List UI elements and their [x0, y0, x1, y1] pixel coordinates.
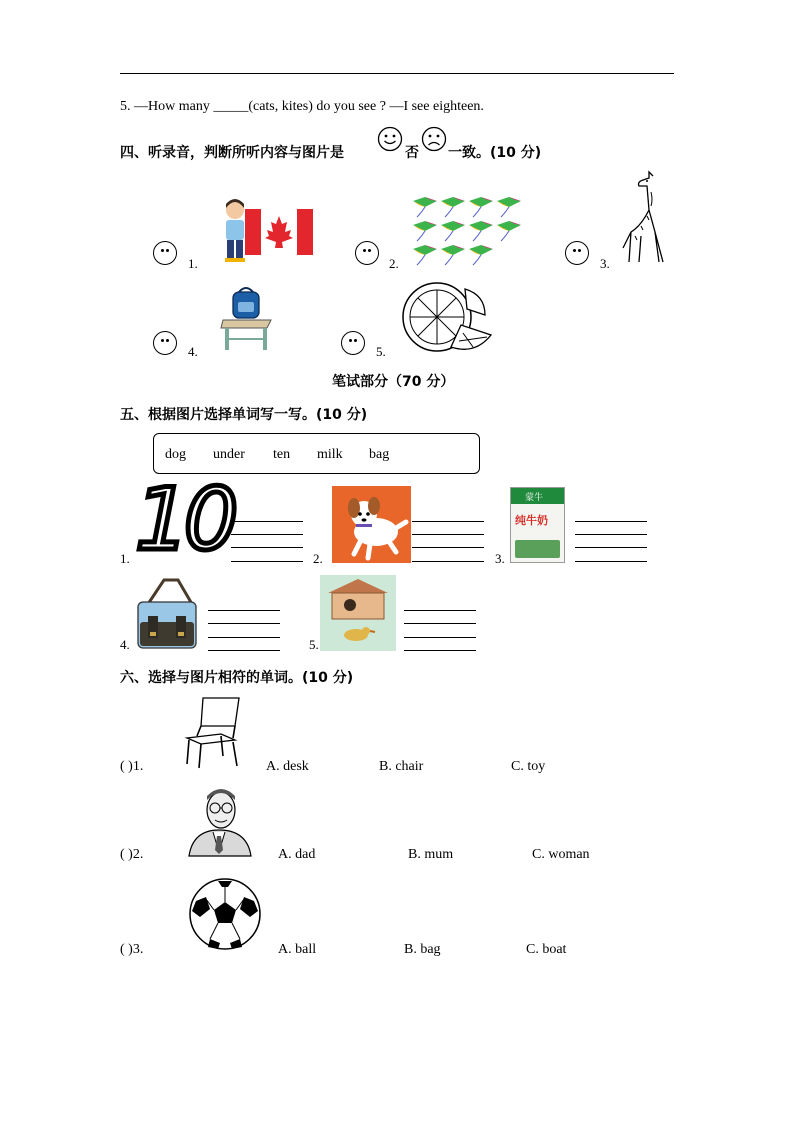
- s6-q1-option-c[interactable]: C. toy: [511, 759, 546, 774]
- s6-q2-option-c[interactable]: C. woman: [532, 847, 590, 862]
- giraffe-picture: [619, 170, 669, 266]
- boy-canada-flag-picture: [219, 196, 315, 266]
- blank-face-icon[interactable]: [153, 241, 177, 265]
- writing-line[interactable]: [404, 637, 476, 638]
- word-bank-under: under: [213, 447, 245, 462]
- writing-line[interactable]: [404, 623, 476, 624]
- section-4-title-b: 否: [405, 145, 419, 161]
- section-4-title-c: 一致。(10 分): [448, 145, 542, 161]
- writing-line[interactable]: [412, 547, 484, 548]
- s4-item-1-number: 1.: [188, 256, 198, 271]
- milk-brand-text: 蒙牛: [525, 493, 544, 503]
- sad-face-icon: [421, 126, 447, 152]
- kites-picture: [411, 195, 529, 265]
- chair-picture: [183, 694, 243, 770]
- word-bank-dog: dog: [165, 447, 186, 462]
- section-6-title: 六、选择与图片相符的单词。(10 分): [120, 670, 354, 686]
- s5-item-5-number: 5.: [309, 637, 319, 652]
- s5-item-1-number: 1.: [120, 551, 130, 566]
- s6-q2-option-b[interactable]: B. mum: [408, 847, 454, 862]
- writing-line[interactable]: [231, 547, 303, 548]
- s4-item-5-number: 5.: [376, 344, 386, 359]
- blank-face-icon[interactable]: [153, 331, 177, 355]
- blank-face-icon[interactable]: [341, 331, 365, 355]
- s6-q1-option-b[interactable]: B. chair: [379, 759, 424, 774]
- writing-line[interactable]: [412, 534, 484, 535]
- writing-line[interactable]: [575, 534, 647, 535]
- writing-line[interactable]: [412, 561, 484, 562]
- s6-q2-prefix: ( )2.: [120, 847, 144, 862]
- writing-line[interactable]: [231, 521, 303, 522]
- writing-line[interactable]: [575, 561, 647, 562]
- word-bank-ten: ten: [273, 447, 291, 462]
- s5-item-2-number: 2.: [313, 551, 323, 566]
- blank-face-icon[interactable]: [355, 241, 379, 265]
- s6-q1-prefix: ( )1.: [120, 759, 144, 774]
- number-ten-picture: 10: [135, 470, 233, 570]
- writing-line[interactable]: [412, 521, 484, 522]
- section-5-title: 五、根据图片选择单词写一写。(10 分): [120, 407, 368, 423]
- question-5: 5. —How many _____(cats, kites) do you see ? —I see eighteen.: [120, 99, 484, 114]
- s5-item-3-number: 3.: [495, 551, 505, 566]
- soccer-ball-picture: [188, 877, 262, 951]
- man-portrait-picture: [185, 786, 255, 858]
- writing-line[interactable]: [231, 534, 303, 535]
- s6-q3-option-b[interactable]: B. bag: [404, 942, 441, 957]
- s4-item-4-number: 4.: [188, 344, 198, 359]
- word-bank-bag: bag: [369, 447, 390, 462]
- writing-line[interactable]: [575, 547, 647, 548]
- smile-face-icon: [377, 126, 403, 152]
- writing-line[interactable]: [208, 637, 280, 638]
- birdhouse-picture: [320, 575, 396, 651]
- written-part-label: 笔试部分（70 分）: [332, 374, 455, 390]
- s6-q1-option-a[interactable]: A. desk: [266, 759, 309, 774]
- writing-line[interactable]: [208, 610, 280, 611]
- writing-line[interactable]: [208, 650, 280, 651]
- shoulder-bag-picture: [134, 576, 200, 652]
- orange-slices-picture: [401, 281, 493, 359]
- milk-label-text: 纯牛奶: [515, 514, 548, 527]
- s5-item-4-number: 4.: [120, 637, 130, 652]
- writing-line[interactable]: [404, 650, 476, 651]
- top-rule: [120, 73, 674, 74]
- section-4-title-a: 四、听录音，判断所听内容与图片是: [120, 145, 344, 161]
- dog-picture: [332, 486, 411, 563]
- s6-q3-option-a[interactable]: A. ball: [278, 942, 317, 957]
- writing-line[interactable]: [575, 521, 647, 522]
- s4-item-3-number: 3.: [600, 256, 610, 271]
- s6-q3-prefix: ( )3.: [120, 942, 144, 957]
- writing-line[interactable]: [231, 561, 303, 562]
- s4-item-2-number: 2.: [389, 256, 399, 271]
- writing-line[interactable]: [404, 610, 476, 611]
- s6-q2-option-a[interactable]: A. dad: [278, 847, 316, 862]
- word-bank-milk: milk: [317, 447, 343, 462]
- blank-face-icon[interactable]: [565, 241, 589, 265]
- s6-q3-option-c[interactable]: C. boat: [526, 942, 567, 957]
- milk-carton-picture: [510, 487, 565, 563]
- writing-line[interactable]: [208, 623, 280, 624]
- bag-on-desk-picture: [219, 286, 275, 352]
